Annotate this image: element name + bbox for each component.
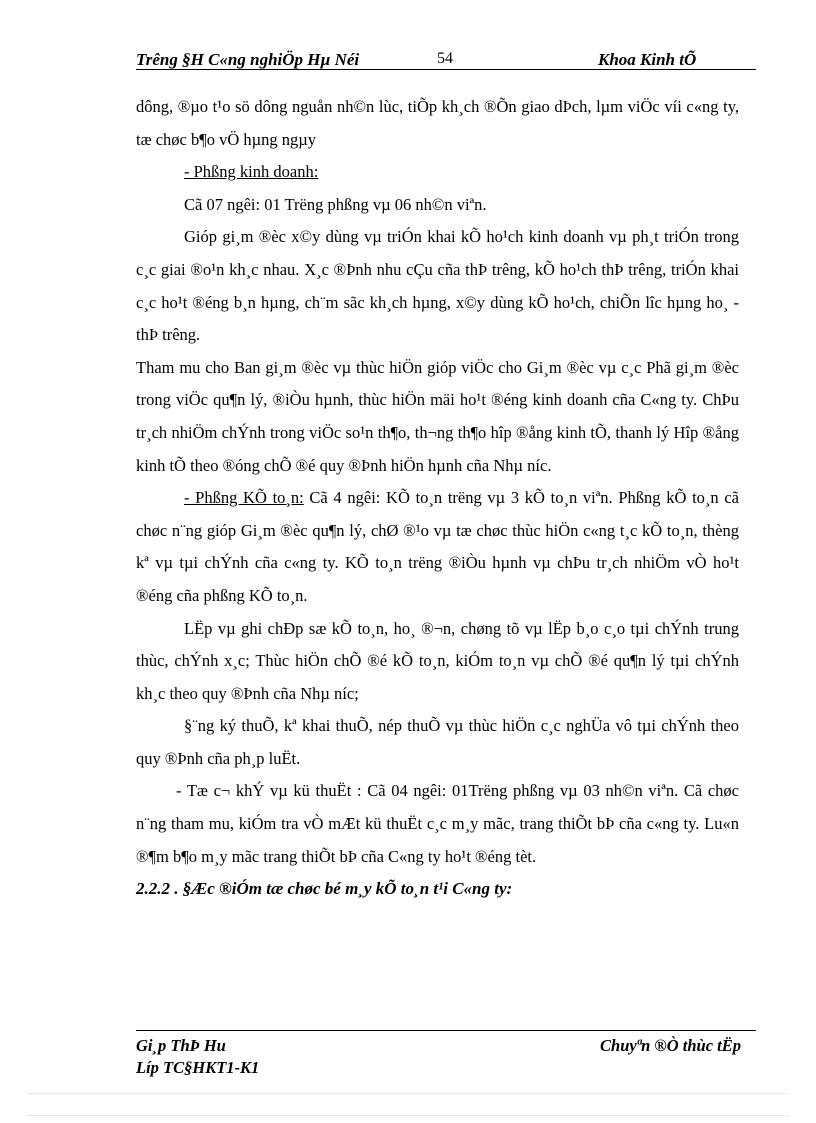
- paragraph-accounting: [136, 482, 739, 612]
- section-title-business: [136, 156, 739, 189]
- footer-rule: [136, 1030, 756, 1031]
- page-number: 54: [437, 50, 453, 67]
- page-edge-dots: [28, 1093, 788, 1094]
- school-name: Trêng §H C«ng nghiÖp Hµ Néi: [136, 50, 360, 69]
- paragraph: Tham mu cho Ban gi¸m ®èc vµ thùc hiÖn gióp viÖc cho Gi¸m ®èc vµ c¸c Phã gi¸m ®èc trong viÖc qu¶n lý, ®iÒu hµnh, thùc hiÖn mäi ho¹t ®éng kinh doanh cña C«ng ty. ChÞu tr¸ch nhiÖm chÝnh trong viÖc so¹n th¶o, th¬ng th¶o hîp ®ång kinh tÕ, thanh lý Hîp ®ång kinh tÕ theo ®óng chÕ ®é quy ®Þnh hiÖn hµnh cña Nhµ níc.: [136, 357, 739, 475]
- class-name: Líp TC§HKT1-K1: [136, 1058, 260, 1077]
- page-edge-dots: [28, 1115, 788, 1116]
- student-name: Gi¸p ThÞ Hu: [136, 1036, 226, 1055]
- business-dept-title: - Phßng kinh doanh:: [184, 162, 319, 182]
- page-footer: [136, 1035, 741, 1079]
- paragraph: dông, ®µo t¹o sö dông nguån nh©n lùc, tiÕp kh¸ch ®Õn giao dÞch, lµm viÖc víi c«ng ty, tæ chøc b¶o vÖ hµng ngµy: [136, 97, 739, 149]
- accounting-dept-text: Cã 4 ngêi: KÕ to¸n trëng vµ 3 kÕ to¸n viªn. Phßng kÕ to¸n cã chøc n¨ng gióp Gi¸m ®èc qu¶n lý, chØ ®¹o vµ tæ chøc thùc hiÖn c«ng t¸c kÕ to¸n, thèng kª vµ tµi chÝnh cña c«ng ty. KÕ to¸n trëng ®iÒu hµnh vµ chÞu tr¸ch nhiÖm vÒ ho¹t ®éng cña phßng KÕ to¸n.: [136, 488, 739, 605]
- faculty-name: Khoa Kinh tÕ: [598, 50, 697, 69]
- accounting-dept-title: - Phßng KÕ to¸n:: [184, 488, 304, 508]
- page-header: [136, 50, 756, 70]
- paragraph: §¨ng ký thuÕ, kª khai thuÕ, nép thuÕ vµ thùc hiÖn c¸c nghÜa vô tµi chÝnh theo quy ®Þnh cña ph¸p luËt.: [136, 716, 739, 768]
- section-heading: 2.2.2 . §Æc ®iÓm tæ chøc bé m¸y kÕ to¸n t¹i C«ng ty:: [136, 879, 513, 899]
- paragraph: Cã 07 ngêi: 01 Trëng phßng vµ 06 nh©n viªn.: [184, 194, 487, 214]
- header-rule: [136, 69, 756, 70]
- paragraph: Gióp gi¸m ®èc x©y dùng vµ triÓn khai kÕ ho¹ch kinh doanh vµ ph¸t triÓn trong c¸c giai ®o¹n kh¸c nhau. X¸c ®Þnh nhu cÇu cña thÞ trêng, kÕ ho¹ch thÞ trêng, triÓn khai c¸c ho¹t ®éng b¸n hµng, ch¨m sãc kh¸ch hµng, x©y dùng kÕ ho¹ch, chiÕn lîc hµng ho¸ - thÞ trêng.: [136, 227, 739, 345]
- paragraph: LËp vµ ghi chÐp sæ kÕ to¸n, ho¸ ®¬n, chøng tõ vµ lËp b¸o c¸o tµi chÝnh trung thùc, chÝnh x¸c; Thùc hiÖn chÕ ®é kÕ to¸n, kiÓm to¸n vµ chÕ ®é qu¶n lý tµi chÝnh kh¸c theo quy ®Þnh cña Nhµ níc;: [136, 618, 739, 703]
- report-type: Chuyªn ®Ò thùc tËp: [600, 1036, 741, 1055]
- document-body: [136, 91, 739, 905]
- paragraph: - Tæ c¬ khÝ vµ kü thuËt : Cã 04 ngêi: 01Trëng phßng vµ 03 nh©n viªn. Cã chøc n¨ng tham mu, kiÓm tra vÒ mÆt kü thuËt c¸c m¸y mãc, trang thiÕt bÞ cña c«ng ty. Lu«n ®¶m b¶o m¸y mãc trang thiÕt bÞ cña C«ng ty ho¹t ®éng tèt.: [136, 781, 739, 866]
